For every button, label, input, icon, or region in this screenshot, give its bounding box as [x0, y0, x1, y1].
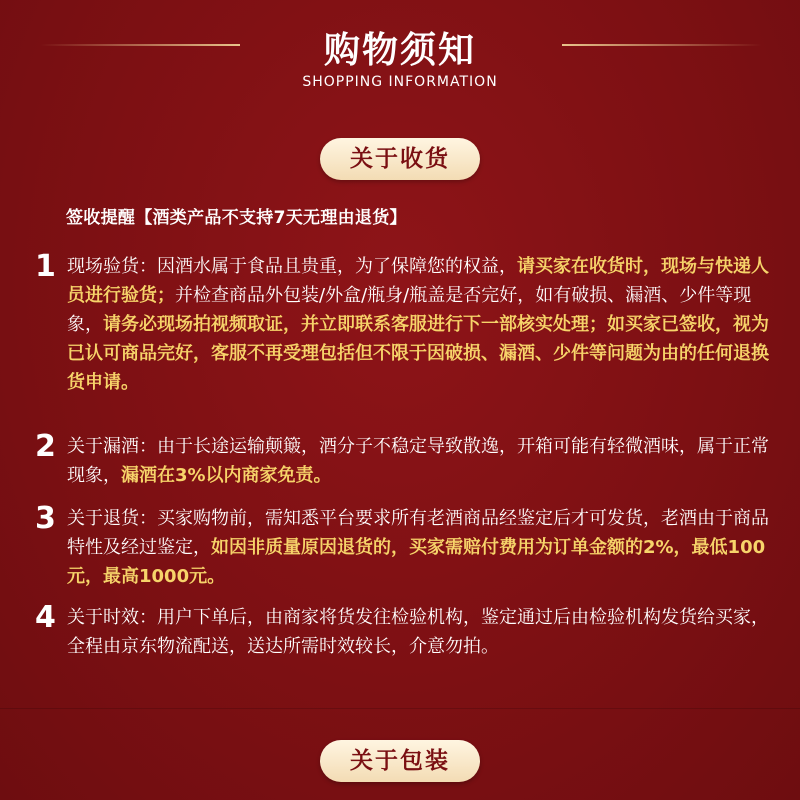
item-number: 2 [35, 429, 56, 464]
item-text-part: 并检查商品外包装/外盒/瓶身/瓶盖是否完好，如有破损、漏酒、少件等现象， [67, 285, 752, 335]
item-text-highlight: 请买家在收货时，现场与快递人员进行验货； [67, 256, 769, 306]
section-badge-receipt: 关于收货 [320, 138, 480, 180]
header-divider-right [562, 44, 762, 46]
item-text-highlight: 如因非质量原因退货的，买家需赔付费用为订单金额的2%，最低100元，最高1000元。 [67, 537, 766, 587]
section-badge-packaging: 关于包装 [320, 740, 480, 782]
item-text [67, 504, 779, 591]
item-text-part: 现场验货：因酒水属于食品且贵重，为了保障您的权益， [67, 256, 517, 277]
item-number: 3 [35, 501, 56, 536]
page-subtitle: SHOPPING INFORMATION [302, 74, 498, 90]
item-text-part: 关于退货：买家购物前，需知悉平台要求所有老酒商品经鉴定后才可发货，老酒由于商品特性及经过鉴定， [67, 508, 769, 558]
item-text-highlight: 请务必现场拍视频取证，并立即联系客服进行下一部核实处理；如买家已签收，视为已认可商品完好，客服不再受理包括但不限于因破损、漏酒、少件等问题为由的任何退换货申请。 [67, 314, 769, 393]
item-text [67, 603, 779, 661]
section-divider [0, 708, 800, 709]
item-number: 1 [35, 249, 56, 284]
item-number: 4 [35, 600, 56, 635]
item-text-part: 关于时效：用户下单后，由商家将货发往检验机构，鉴定通过后由检验机构发货给买家，全程由京东物流配送，送达所需时效较长，介意勿拍。 [67, 607, 769, 657]
header [0, 0, 800, 110]
item-text-part: 关于漏酒：由于长途运输颠簸，酒分子不稳定导致散逸，开箱可能有轻微酒味，属于正常现象， [67, 436, 769, 486]
page-title: 购物须知 [323, 30, 476, 71]
receipt-notice: 签收提醒【酒类产品不支持7天无理由退货】 [66, 208, 407, 228]
item-text [67, 252, 779, 397]
item-text-highlight: 漏酒在3%以内商家免责。 [121, 465, 332, 486]
item-text [67, 432, 779, 490]
